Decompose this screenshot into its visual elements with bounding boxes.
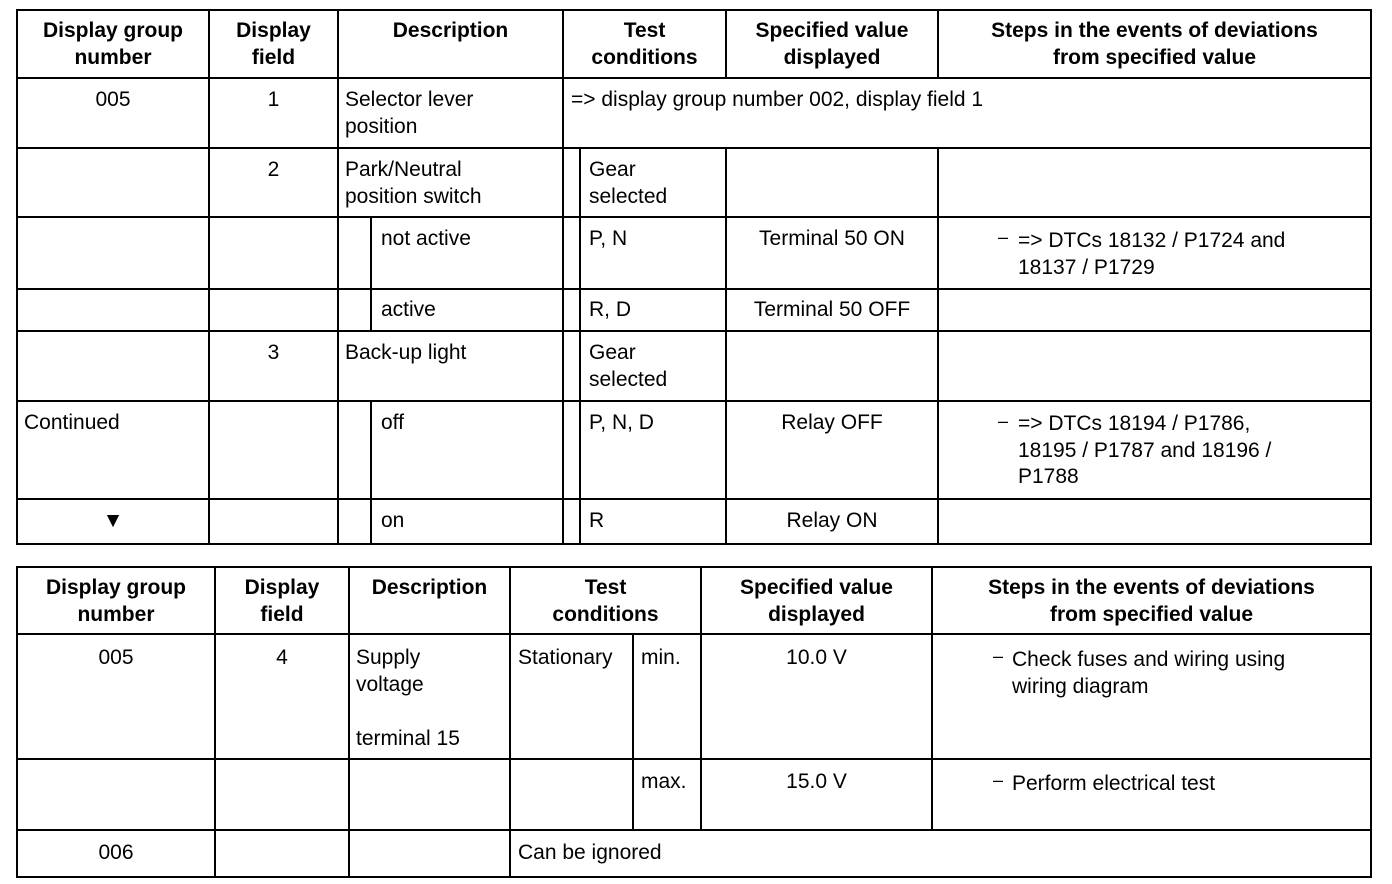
table-2-row-rule <box>16 829 1372 831</box>
cell-display-field: 2 <box>267 158 280 181</box>
table-1-sub-indent-rule <box>370 216 372 332</box>
table-1-row-rule <box>16 288 1372 290</box>
cell-group-number: 005 <box>95 88 131 111</box>
cell-description: Park/Neutral position switch <box>345 158 482 208</box>
cell-specified-value: Terminal 50 ON <box>759 227 905 250</box>
cell-specified-value: Relay OFF <box>781 411 883 434</box>
cell-limit: max. <box>641 770 687 793</box>
header-description: Description <box>371 576 488 599</box>
header-display-group-number: Display group number <box>42 19 184 69</box>
cell-span-note: Can be ignored <box>518 841 662 864</box>
cell-test-condition: R <box>589 509 605 532</box>
dash-bullet: – <box>993 770 1004 790</box>
table-1-col-rule <box>337 9 339 545</box>
cell-steps: => DTCs 18194 / P1786, 18195 / P1787 and 18196 / P1788 <box>1018 412 1272 488</box>
header-display-field: Display field <box>244 576 320 626</box>
cell-display-field: 4 <box>276 646 288 669</box>
header-specified-value: Specified value displayed <box>740 576 893 626</box>
cell-sub-description: on <box>381 509 405 532</box>
table-2-col-rule <box>348 566 350 878</box>
header-description: Description <box>392 19 509 42</box>
cell-specified-value: 10.0 V <box>786 646 847 669</box>
table-1-row-rule <box>16 400 1372 402</box>
cell-sub-description: active <box>381 298 436 321</box>
cell-test-condition: R, D <box>589 298 631 321</box>
dash-bullet: – <box>998 227 1009 247</box>
cell-description: Selector lever position <box>345 88 474 138</box>
table-1-row-rule <box>16 330 1372 332</box>
table-1-col-rule <box>937 147 939 545</box>
cell-specified-value: Relay ON <box>786 509 878 532</box>
header-display-group-number: Display group number <box>45 576 187 626</box>
cell-test-condition: Gear selected <box>589 341 668 391</box>
header-display-field: Display field <box>236 19 311 69</box>
cell-limit: min. <box>641 646 681 669</box>
table-1-row-rule <box>16 498 1372 500</box>
header-steps: Steps in the events of deviations from specified value <box>991 19 1318 69</box>
cell-sub-description: off <box>381 411 404 434</box>
table-1-narrow-rule <box>579 147 581 545</box>
cell-steps: Perform electrical test <box>1012 772 1216 795</box>
dash-bullet: – <box>998 411 1009 431</box>
cell-group-number: 005 <box>98 646 134 669</box>
cell-description: Back-up light <box>345 341 467 364</box>
cell-display-field: 3 <box>267 341 280 364</box>
table-2-col-rule <box>632 633 634 831</box>
cell-group-number: 006 <box>98 841 134 864</box>
cell-reference-span: => display group number 002, display field 1 <box>571 88 984 111</box>
table-1-header-rule <box>16 77 1372 79</box>
header-specified-value: Specified value displayed <box>755 19 909 69</box>
continued-arrow-icon: ▼ <box>102 509 124 532</box>
cell-description: Supply voltage <box>356 646 424 696</box>
table-1-col-rule <box>725 147 727 545</box>
table-2-row-rule <box>16 758 1372 760</box>
cell-specified-value: 15.0 V <box>786 770 847 793</box>
header-steps: Steps in the events of deviations from specified value <box>988 576 1315 626</box>
table-2-header-rule <box>16 633 1372 635</box>
cell-display-field: 1 <box>267 88 280 111</box>
header-test-conditions: Test conditions <box>591 19 698 69</box>
cell-description-terminal: terminal 15 <box>356 727 460 750</box>
cell-specified-value: Terminal 50 OFF <box>753 298 911 321</box>
table-1-col-rule <box>562 9 564 545</box>
table-1-row-rule <box>16 216 1372 218</box>
cell-steps: => DTCs 18132 / P1724 and 18137 / P1729 <box>1018 229 1286 279</box>
cell-test-condition: P, N, D <box>589 411 654 434</box>
cell-continued-label: Continued <box>24 411 120 434</box>
cell-sub-description: not active <box>381 227 471 250</box>
cell-test-condition: Gear selected <box>589 158 668 208</box>
table-1-row-rule <box>16 147 1372 149</box>
cell-test-condition: Stationary <box>518 646 613 669</box>
table-1-sub-indent-rule <box>370 400 372 545</box>
header-test-conditions: Test conditions <box>552 576 659 626</box>
cell-steps: Check fuses and wiring using wiring diagram <box>1012 648 1286 698</box>
cell-test-condition: P, N <box>589 227 628 250</box>
dash-bullet: – <box>993 646 1004 666</box>
